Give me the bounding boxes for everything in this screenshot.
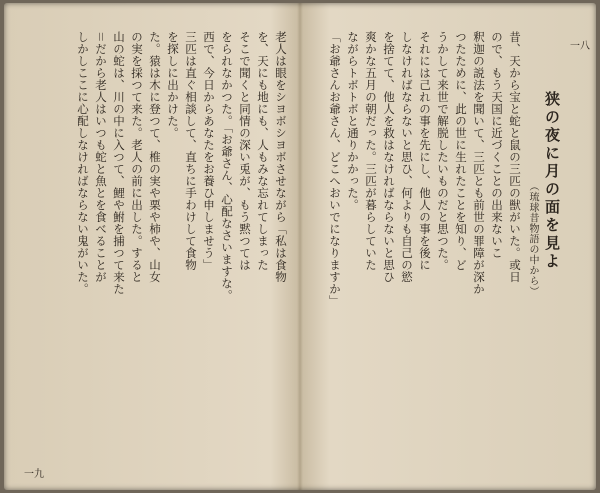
text-line: を、天にも地にも、人もみな忘れてしまった xyxy=(256,31,270,271)
text-line: ＝だから老人はいつも蛇と魚とを食べることが xyxy=(94,31,108,283)
text-line: 昔、天から宝と蛇と鼠の三匹の獣がいた。或日 xyxy=(508,31,522,283)
story-subtitle: （琉球昔物語の中から） xyxy=(527,181,538,297)
book-spread xyxy=(4,3,596,490)
text-line: 西で、今日からあなたをお養ひ申しませう」 xyxy=(202,31,216,271)
text-line: 山の蛇は、川の中に入つて、鯉や鮒を捕つて来た xyxy=(112,31,126,295)
text-line: 三匹は直ぐ相談して、直ちに手わけして食物 xyxy=(184,31,198,271)
text-line: ながらトボトボと通りかかった。 xyxy=(346,31,360,211)
text-line: をられなかつた。「お爺さん、心配なさいますな。 xyxy=(220,31,234,302)
page-number-left: 一九 xyxy=(24,469,44,480)
text-line: それには己れの事を先にし、他人の事を後に xyxy=(418,31,432,271)
page-number-right: 一八 xyxy=(570,41,590,52)
text-line: た。猿は木に登つて、椎の実や栗や柿や、山女 xyxy=(148,31,162,283)
text-line: 「お爺さんお爺さん、どこへおいでになりますか」 xyxy=(328,31,342,307)
text-line: を捨てて、他人を救はなければならないと思ひ xyxy=(382,31,396,283)
text-line: つたために、此の世に生れたことを知り、ど xyxy=(454,31,468,271)
text-line: ので、もう天国に近づくことの出来ないこ xyxy=(490,31,504,259)
text-line: うかして来世で解脱したいものだと思つた。 xyxy=(436,31,450,271)
text-line: 釈迦の説法を聞いて、三匹とも前世の罪障が深か xyxy=(472,31,486,295)
left-page xyxy=(22,31,290,457)
text-line: しなければならないと思ひ、何よりも自己の慾 xyxy=(400,31,414,283)
text-line: の実を採つて来た。老人の前に出した。すると xyxy=(130,31,144,283)
text-line: を探しに出かけた。 xyxy=(166,31,180,139)
margin xyxy=(564,31,574,457)
text-line: 老人は眼をシヨボシヨボさせながら「私は食物 xyxy=(274,31,288,283)
text-line: 爽かな五月の朝だった。三匹が暮らしていた xyxy=(364,31,378,271)
story-title: 狭の夜に月の面を見よ xyxy=(543,91,561,271)
text-line: しかしここに心配しなければならない鬼がいた。 xyxy=(76,31,90,295)
text-line: そこで聞くと同情の深い兎が、もう黙つては xyxy=(238,31,252,271)
right-page xyxy=(316,31,574,457)
